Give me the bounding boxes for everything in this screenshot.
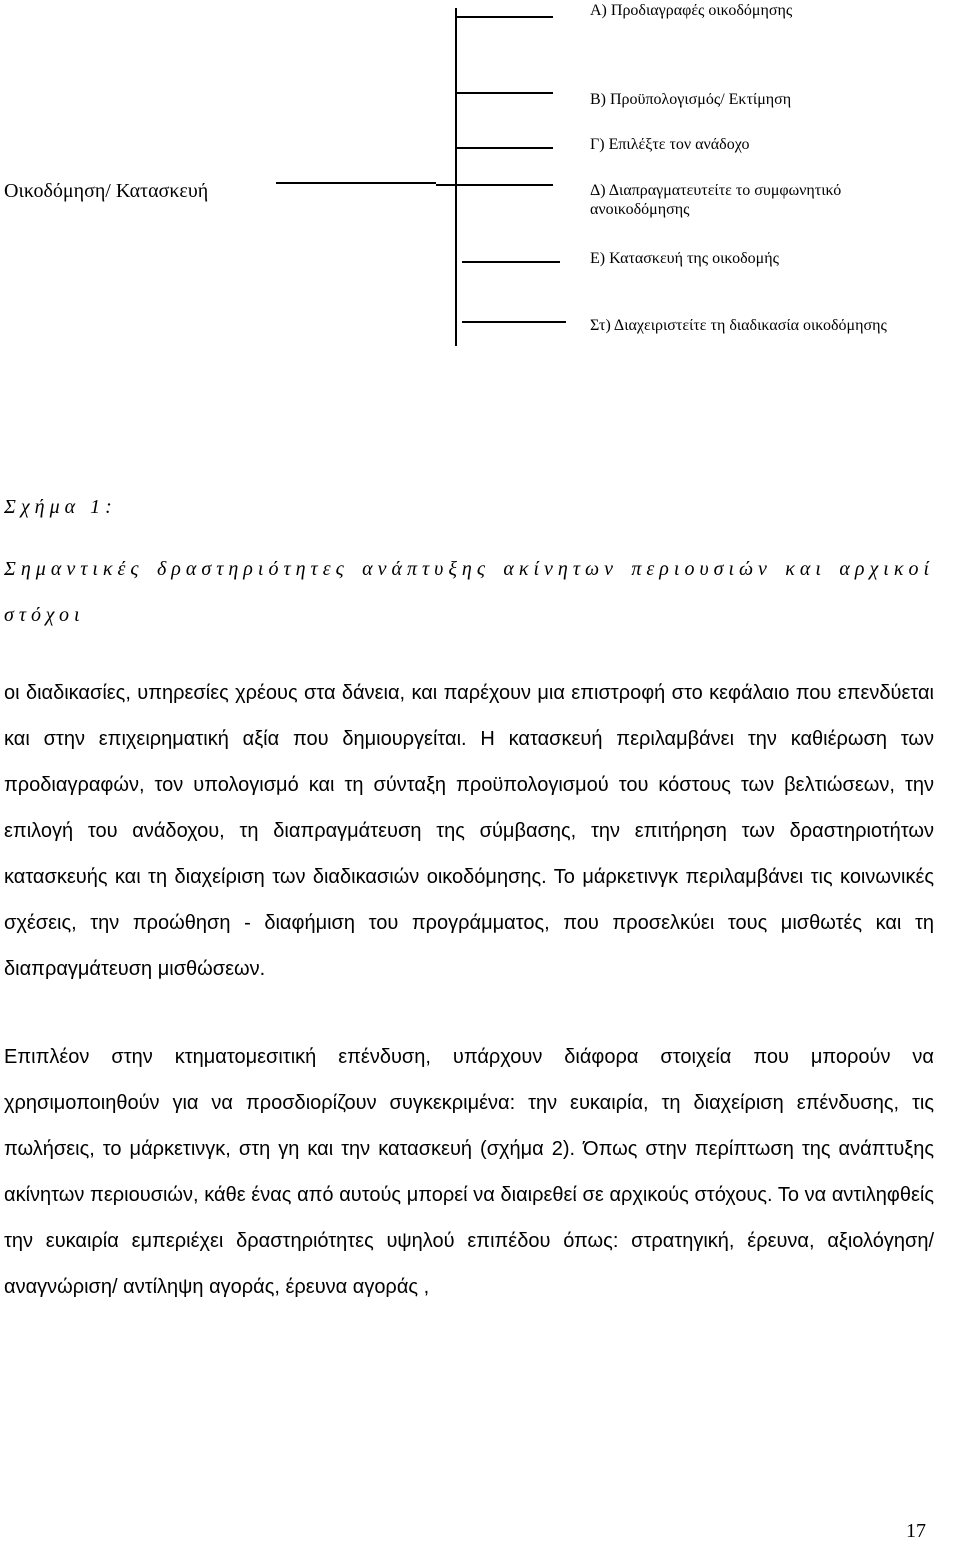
diagram-root-label: Οικοδόμηση/ Κατασκευή: [4, 180, 209, 202]
body-paragraph: Επιπλέον στην κτηματομεσιτική επένδυση, υπάρχουν διάφορα στοιχεία που μπορούν να χρησιμοποιηθούν για να προσδιορίζουν συγκεκριμένα: την ευκαιρία, τη διαχείριση επένδυσης, τις πωλήσεις, το μάρκετινγκ, στη γη και την κατασκευή (σχήμα 2). Όπως στην περίπτωση της ανάπτυξης ακίνητων περιουσιών, κάθε ένας από αυτούς μπορεί να διαιρεθεί σε αρχικούς στόχους. Το να αντιληφθείς την ευκαιρία εμπεριέχει δραστηριότητες υψηλού επιπέδου όπως: στρατηγική, έρευνα, αξιολόγηση/ αναγνώριση/ αντίληψη αγοράς, έρευνα αγοράς ,: [4, 1046, 934, 1298]
branch-label-c: Γ) Επιλέξτε τον ανάδοχο: [590, 136, 750, 153]
figure-caption-number: Σχήμα 1:: [4, 496, 117, 518]
tree-diagram: [0, 0, 960, 350]
branch-label-st: Στ) Διαχειριστείτε τη διαδικασία οικοδόμησης: [590, 317, 887, 334]
figure-caption-title: Σημαντικές δραστηριότητες ανάπτυξης ακίνητων περιουσιών και αρχικοί στόχοι: [4, 558, 934, 626]
branch-label-a: Α) Προδιαγραφές οικοδόμησης: [590, 2, 793, 19]
branch-label-e: Ε) Κατασκευή της οικοδομής: [590, 250, 779, 267]
branch-label-b: Β) Προϋπολογισμός/ Εκτίμηση: [590, 91, 792, 108]
diagram-connectors: [0, 0, 960, 350]
branch-label-d: Δ) Διαπραγματευτείτε το συμφωνητικό ανοικοδόμησης: [590, 182, 842, 218]
body-paragraph: οι διαδικασίες, υπηρεσίες χρέους στα δάνεια, και παρέχουν μια επιστροφή στο κεφάλαιο που επενδύεται και στην επιχειρηματική αξία που δημιουργείται. Η κατασκευή περιλαμβάνει την καθιέρωση των προδιαγραφών, τον υπολογισμό και τη σύνταξη προϋπολογισμού του κόστους των βελτιώσεων, την επιλογή του ανάδοχου, τη διαπραγμάτευση της σύμβασης, την επιτήρηση των δραστηριοτήτων κατασκευής και τη διαχείριση των διαδικασιών οικοδόμησης. Το μάρκετινγκ περιλαμβάνει τις κοινωνικές σχέσεις, την προώθηση - διαφήμιση του προγράμματος, που προσελκύει τους μισθωτές και τη διαπραγμάτευση μισθώσεων.: [4, 682, 934, 980]
page-number: 17: [906, 1520, 926, 1542]
